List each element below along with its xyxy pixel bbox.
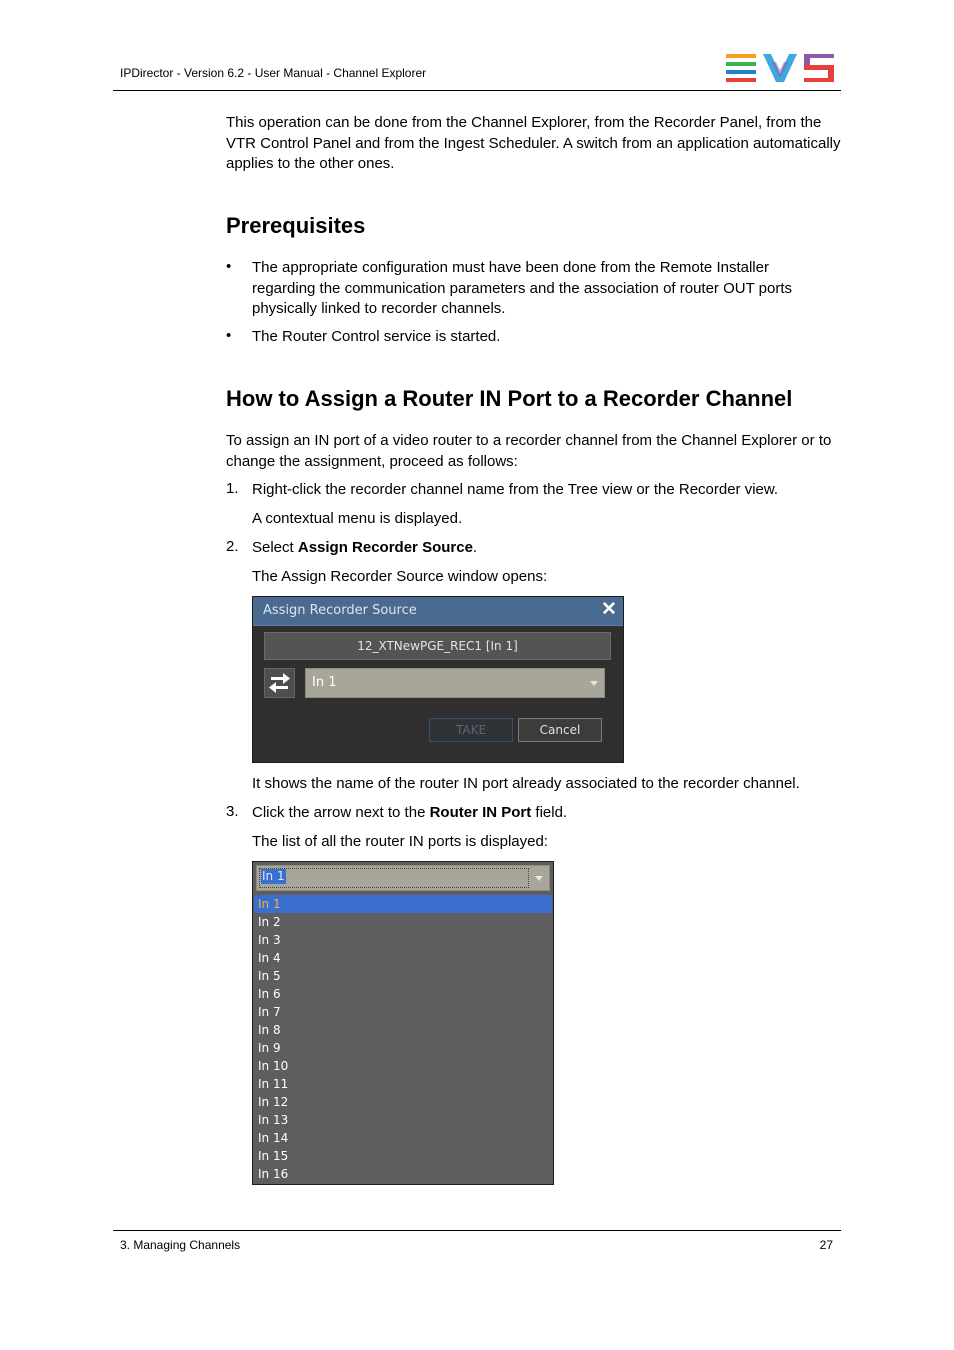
list-item[interactable]: In 6 [258, 987, 281, 1001]
router-in-port-combo[interactable] [305, 668, 605, 698]
router-in-port-combo[interactable] [256, 865, 550, 891]
list-item[interactable]: In 12 [258, 1095, 289, 1109]
step-1-text: Right-click the recorder channel name from the Tree view or the Recorder view. [252, 481, 779, 498]
intro-paragraph: This operation can be done from the Channel Explorer, from the Recorder Panel, from the VTR Control Panel and from the Ingest Scheduler. A switch from an application automatically applies to the other ones. [226, 114, 841, 172]
howto-intro: To assign an IN port of a video router to a recorder channel from the Channel Explorer or to change the assignment, proceed as follows: [226, 432, 832, 470]
step-2-text: Select Assign Recorder Source. [252, 539, 478, 556]
combo-selected-text: In 1 [262, 869, 285, 883]
focus-rectangle [259, 868, 529, 888]
step-2-result: The Assign Recorder Source window opens: [252, 568, 548, 585]
list-item[interactable]: In 14 [258, 1131, 289, 1145]
list-item[interactable]: In 13 [258, 1113, 289, 1127]
list-item[interactable]: In 10 [258, 1059, 289, 1073]
list-item[interactable]: In 4 [258, 951, 281, 965]
step-number: 1. [226, 480, 239, 497]
list-item[interactable]: In 2 [258, 915, 281, 929]
list-item[interactable]: In 3 [258, 933, 281, 947]
list-item[interactable]: In 11 [258, 1077, 289, 1091]
step-3-result: The list of all the router IN ports is displayed: [252, 833, 548, 850]
list-item[interactable]: In 7 [258, 1005, 281, 1019]
take-button[interactable]: TAKE [429, 718, 513, 742]
chevron-down-icon[interactable] [590, 681, 598, 686]
dialog-title-bar [253, 597, 623, 626]
swap-arrows-icon [265, 669, 294, 697]
step-3-text: Click the arrow next to the Router IN Port field. [252, 804, 568, 821]
assign-recorder-source-dialog [252, 596, 624, 763]
footer-section: 3. Managing Channels [120, 1238, 241, 1252]
swap-button[interactable] [264, 668, 295, 698]
list-item[interactable]: In 1 [254, 895, 552, 913]
prerequisites-heading: Prerequisites [226, 213, 366, 238]
router-in-port-dropdown [252, 861, 554, 1185]
prerequisite-item: The Router Control service is started. [252, 328, 501, 345]
list-item[interactable]: In 5 [258, 969, 281, 983]
bullet-icon: • [226, 327, 232, 344]
footer-rule [113, 1230, 841, 1231]
header-title: IPDirector - Version 6.2 - User Manual - Channel Explorer [120, 66, 427, 80]
recorder-source-label: 12_XTNewPGE_REC1 [In 1] [264, 632, 611, 660]
after-dialog-text: It shows the name of the router IN port already associated to the recorder channel. [252, 775, 800, 792]
step-number: 3. [226, 803, 239, 820]
howto-heading: How to Assign a Router IN Port to a Recorder Channel [226, 386, 793, 411]
prerequisite-item: The appropriate configuration must have been done from the Remote Installer regarding the communication parameters and the association of router OUT ports physically linked to recorder channels. [252, 259, 792, 317]
list-item[interactable]: In 15 [258, 1149, 289, 1163]
router-in-port-value: In 1 [312, 675, 337, 690]
header-rule [113, 90, 841, 91]
step-number: 2. [226, 538, 239, 555]
port-list [254, 895, 552, 1183]
chevron-down-icon[interactable] [535, 876, 543, 881]
evs-logo [726, 54, 834, 82]
list-item[interactable]: In 16 [258, 1167, 289, 1181]
list-item[interactable]: In 9 [258, 1041, 281, 1055]
step-1-result: A contextual menu is displayed. [252, 510, 463, 527]
bullet-icon: • [226, 258, 232, 275]
dialog-title: Assign Recorder Source [263, 603, 417, 618]
page-number: 27 [819, 1238, 833, 1252]
cancel-button[interactable]: Cancel [518, 718, 602, 742]
close-icon[interactable]: ✕ [601, 599, 617, 620]
list-item[interactable]: In 8 [258, 1023, 281, 1037]
